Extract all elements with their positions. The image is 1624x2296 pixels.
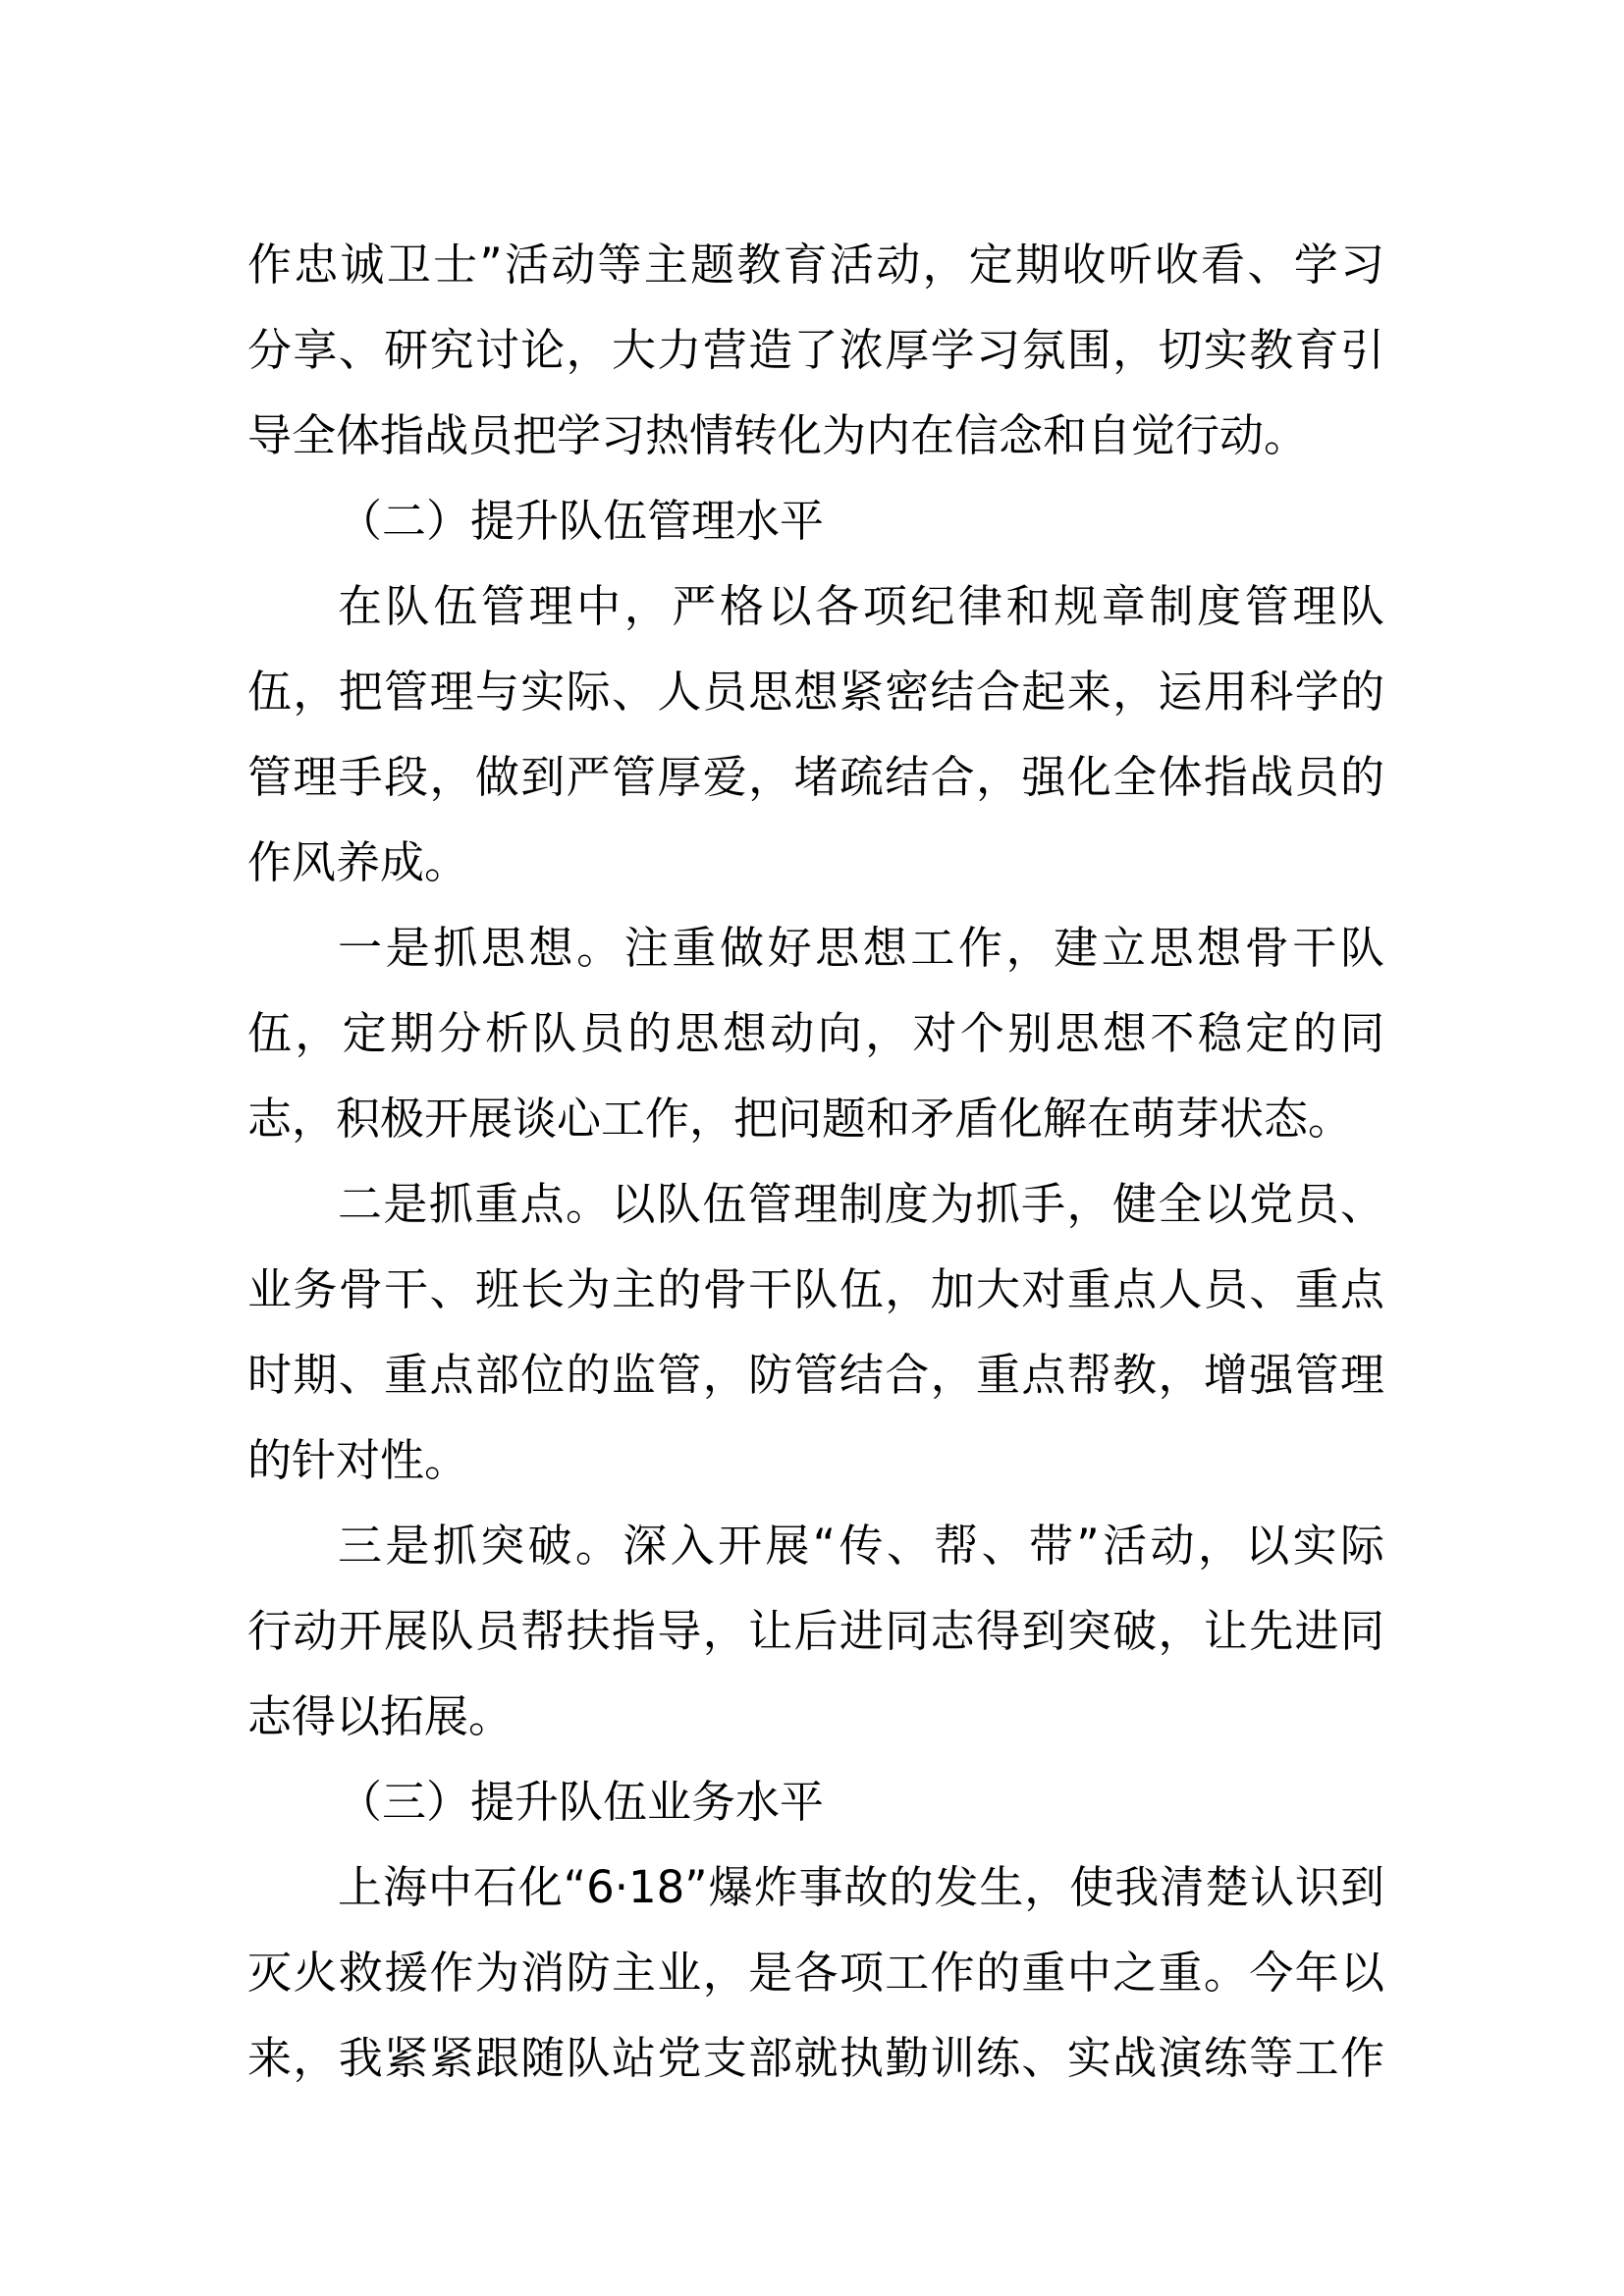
paragraph-line: 灭火救援作为消防主业，是各项工作的重中之重。今年以 [247, 1947, 1384, 1999]
paragraph-line: 时期、重点部位的监管，防管结合，重点帮教，增强管理 [247, 1349, 1384, 1401]
paragraph-line: 作风养成。 [247, 836, 469, 888]
paragraph-line: 二是抓重点。以队伍管理制度为抓手，健全以党员、 [338, 1178, 1384, 1230]
paragraph-line: 导全体指战员把学习热情转化为内在信念和自觉行动。 [247, 409, 1309, 461]
section-heading: （三）提升队伍业务水平 [338, 1776, 825, 1828]
paragraph-line: 伍，定期分析队员的思想动向，对个别思想不稳定的同 [247, 1007, 1384, 1059]
paragraph-line: 管理手段，做到严管厚爱，堵疏结合，强化全体指战员的 [247, 751, 1384, 803]
paragraph-line: 分享、研究讨论，大力营造了浓厚学习氛围，切实教育引 [247, 324, 1384, 376]
paragraph-line: 志，积极开展谈心工作，把问题和矛盾化解在萌芽状态。 [247, 1093, 1353, 1145]
paragraph-line: 的针对性。 [247, 1434, 469, 1486]
paragraph-line: 三是抓突破。深入开展“传、帮、带”活动，以实际 [338, 1520, 1384, 1572]
paragraph-line: 业务骨干、班长为主的骨干队伍，加大对重点人员、重点 [247, 1263, 1384, 1315]
paragraph-line: 伍，把管理与实际、人员思想紧密结合起来，运用科学的 [247, 666, 1384, 718]
paragraph-line: 作忠诚卫士”活动等主题教育活动，定期收听收看、学习 [247, 239, 1384, 291]
paragraph-line: 一是抓思想。注重做好思想工作，建立思想骨干队 [338, 922, 1384, 974]
section-heading: （二）提升队伍管理水平 [338, 495, 825, 547]
paragraph-line: 行动开展队员帮扶指导，让后进同志得到突破，让先进同 [247, 1605, 1384, 1657]
paragraph-line: 上海中石化“6·18”爆炸事故的发生，使我清楚认识到 [338, 1861, 1384, 1913]
paragraph-line: 志得以拓展。 [247, 1690, 514, 1742]
paragraph-line: 来，我紧紧跟随队站党支部就执勤训练、实战演练等工作 [247, 2032, 1384, 2084]
paragraph-line: 在队伍管理中，严格以各项纪律和规章制度管理队 [338, 580, 1384, 632]
